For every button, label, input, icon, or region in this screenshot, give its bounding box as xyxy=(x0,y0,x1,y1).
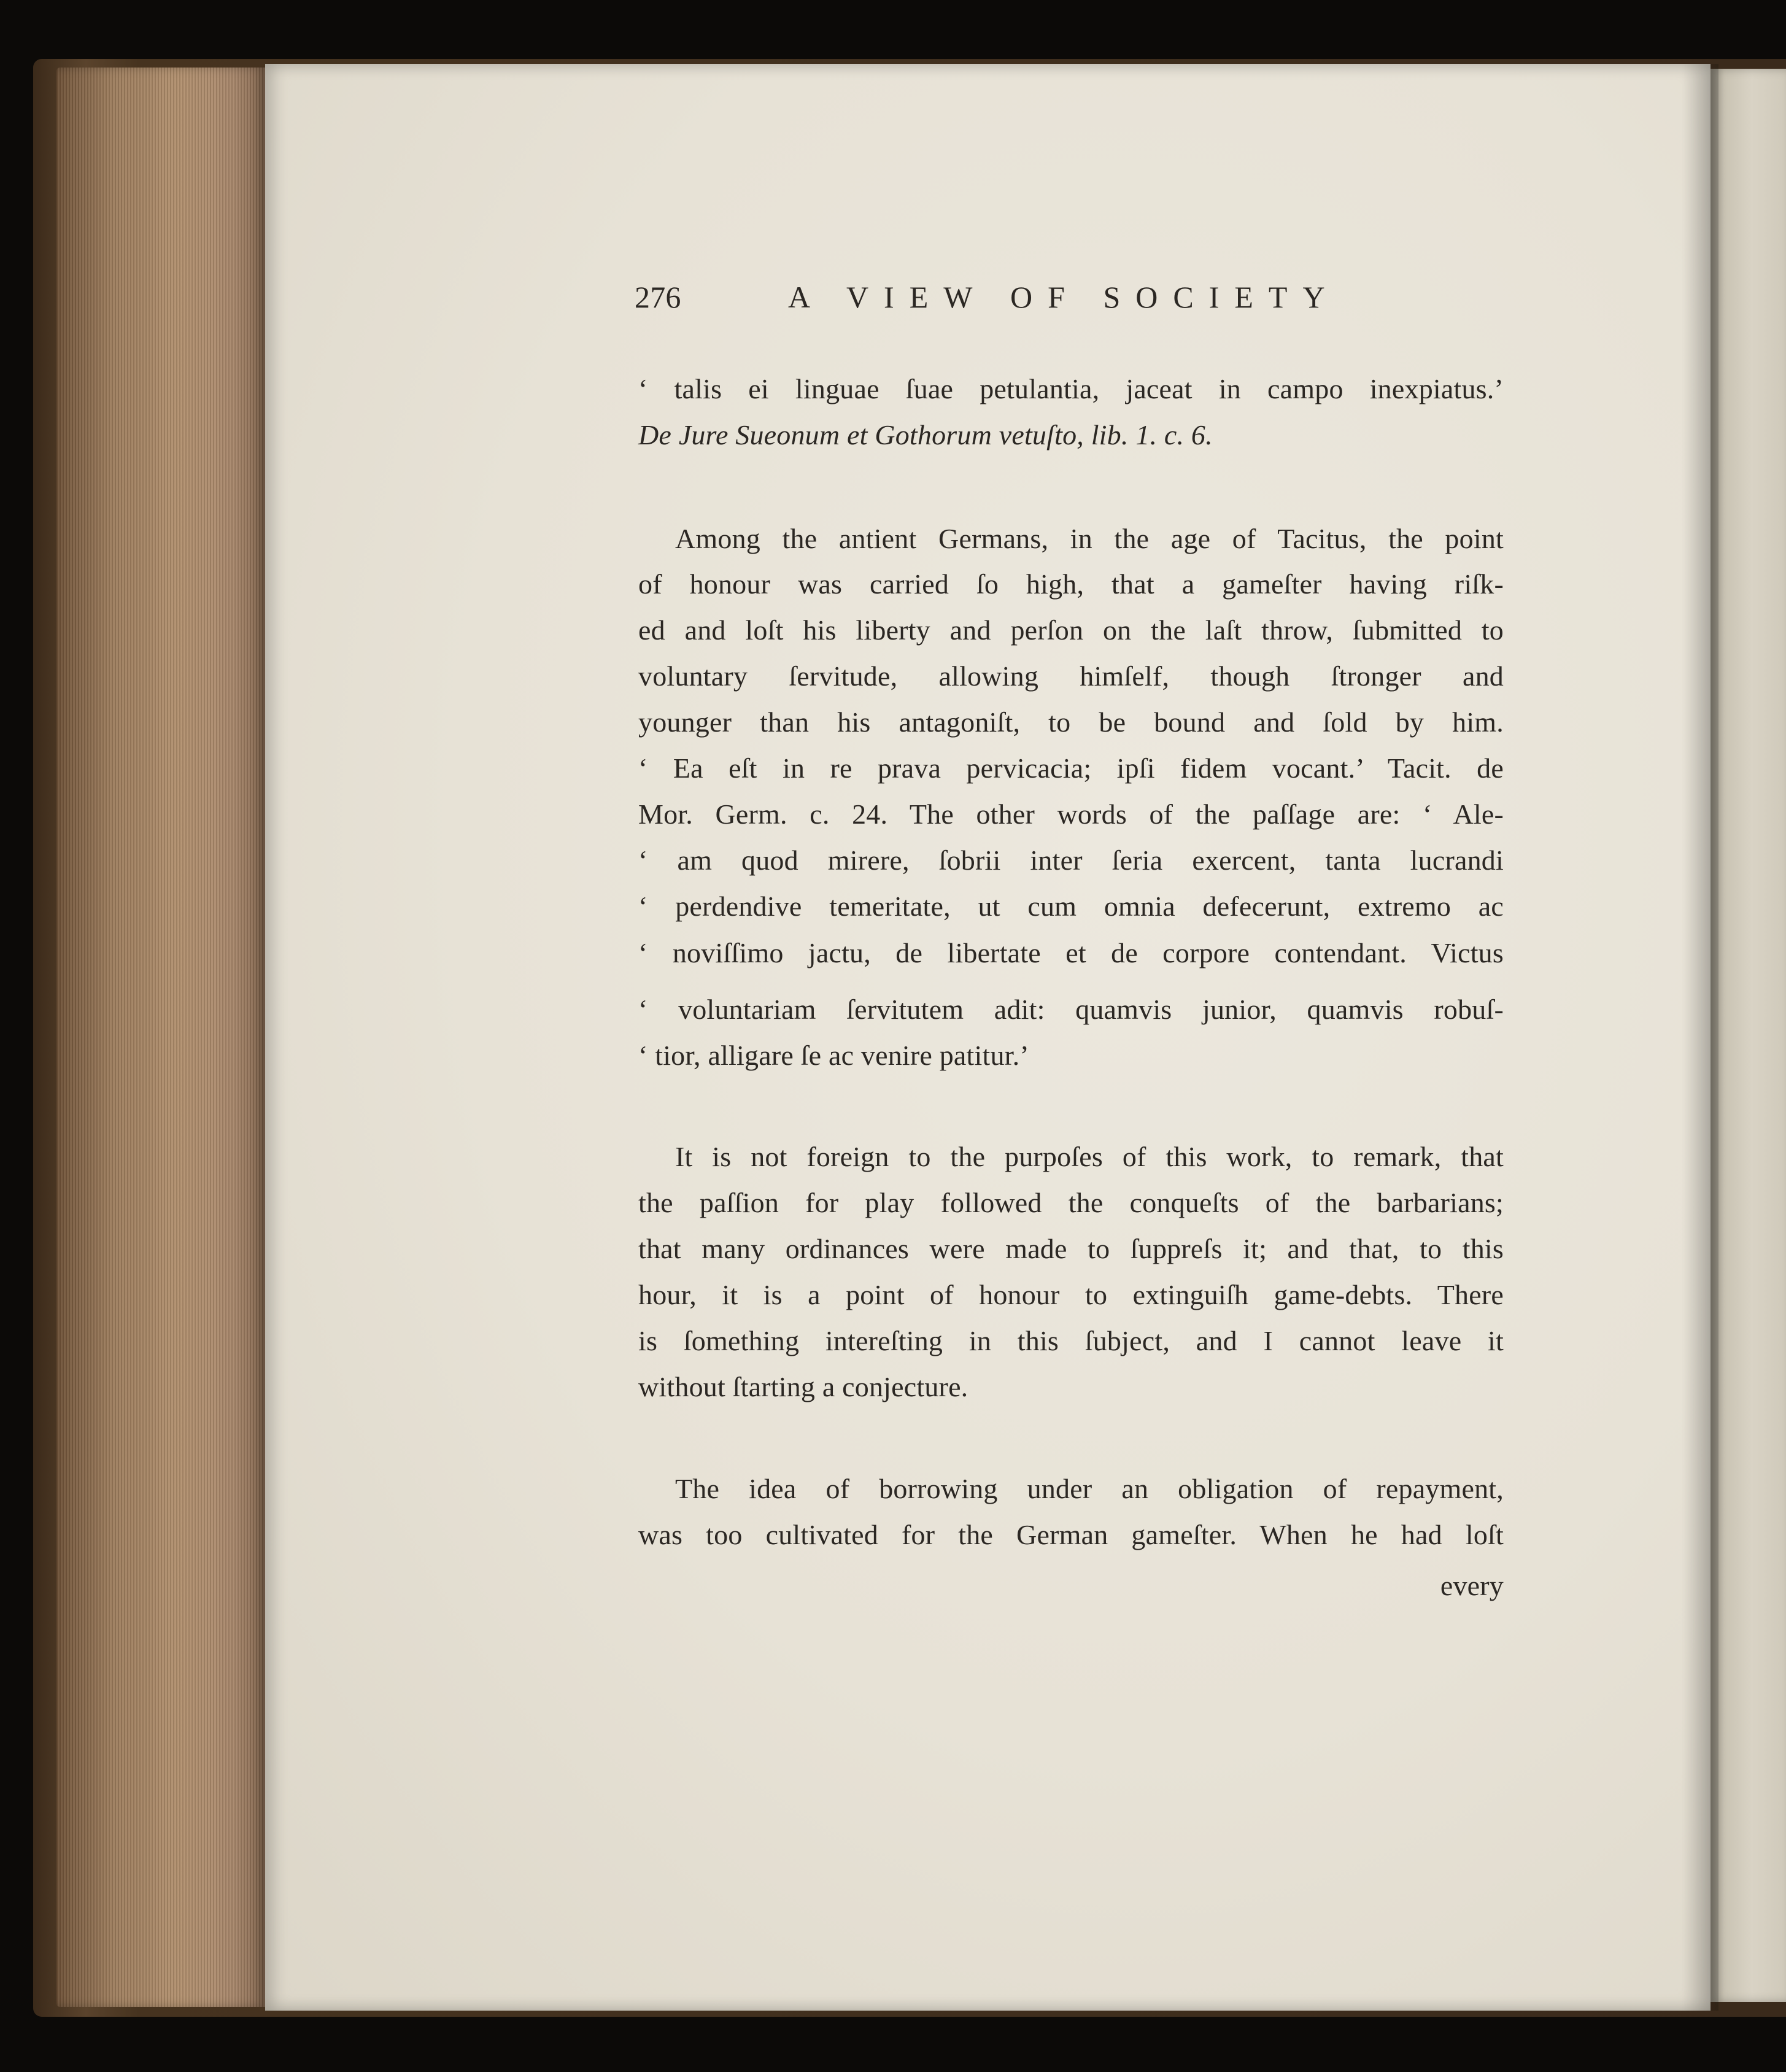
text-line: ed and loſt his liberty and perſon on the laſt throw, ſubmitted to xyxy=(638,614,1504,646)
text-line: younger than his antagoniſt, to be bound and ſold by him. xyxy=(638,706,1504,738)
text-line: is ſomething intereſting in this ſubject, and I cannot leave it xyxy=(638,1325,1504,1356)
text-line: of honour was carried ſo high, that a gameſter having riſk- xyxy=(638,568,1504,600)
text-line: was too cultivated for the German gameſter. When he had loſt xyxy=(638,1519,1504,1550)
text-line: voluntary ſervitude, allowing himſelf, though ſtronger and xyxy=(638,660,1504,692)
gutter-shadow xyxy=(1682,64,1718,2011)
facing-page-edge xyxy=(1711,69,1786,2002)
text-line: ‘ Ea eſt in re prava pervicacia; ipſi fidem vocant.’ Tacit. de xyxy=(638,752,1504,784)
running-title: A VIEW OF SOCIETY xyxy=(788,280,1340,314)
page-number: 276 xyxy=(635,280,681,314)
text-line: The idea of borrowing under an obligation of repayment, xyxy=(675,1473,1504,1504)
text-line: De Jure Sueonum et Gothorum vetuſto, lib. 1. c. 6. xyxy=(638,419,1213,450)
text-line: ‘ voluntariam ſervitutem adit: quamvis junior, quamvis robuſ- xyxy=(638,994,1504,1025)
text-line: hour, it is a point of honour to extinguiſh game-debts. There xyxy=(638,1279,1504,1310)
text-line: Mor. Germ. c. 24. The other words of the paſſage are: ‘ Ale- xyxy=(638,798,1504,830)
text-line: ‘ perdendive temeritate, ut cum omnia defecerunt, extremo ac xyxy=(638,891,1504,922)
text-line: Among the antient Germans, in the age of Tacitus, the point xyxy=(675,523,1504,554)
text-line: that many ordinances were made to ſuppreſs it; and that, to this xyxy=(638,1233,1504,1264)
text-line: ‘ am quod mirere, ſobrii inter ſeria exercent, tanta lucrandi xyxy=(638,845,1504,876)
text-line: ‘ tior, alligare ſe ac venire patitur.’ xyxy=(638,1040,1029,1071)
text-line: ‘ talis ei linguae ſuae petulantia, jaceat in campo inexpiatus.’ xyxy=(638,373,1504,404)
text-line: the paſſion for play followed the conqueſts of the barbarians; xyxy=(638,1187,1504,1218)
running-head xyxy=(635,279,1377,322)
catchword: every xyxy=(1440,1570,1504,1601)
text-line: It is not foreign to the purpoſes of this work, to remark, that xyxy=(675,1141,1504,1172)
text-line: without ſtarting a conjecture. xyxy=(638,1371,968,1402)
page-edges xyxy=(56,68,265,2007)
text-line: ‘ noviſſimo jactu, de libertate et de corpore contendant. Victus xyxy=(638,937,1504,968)
